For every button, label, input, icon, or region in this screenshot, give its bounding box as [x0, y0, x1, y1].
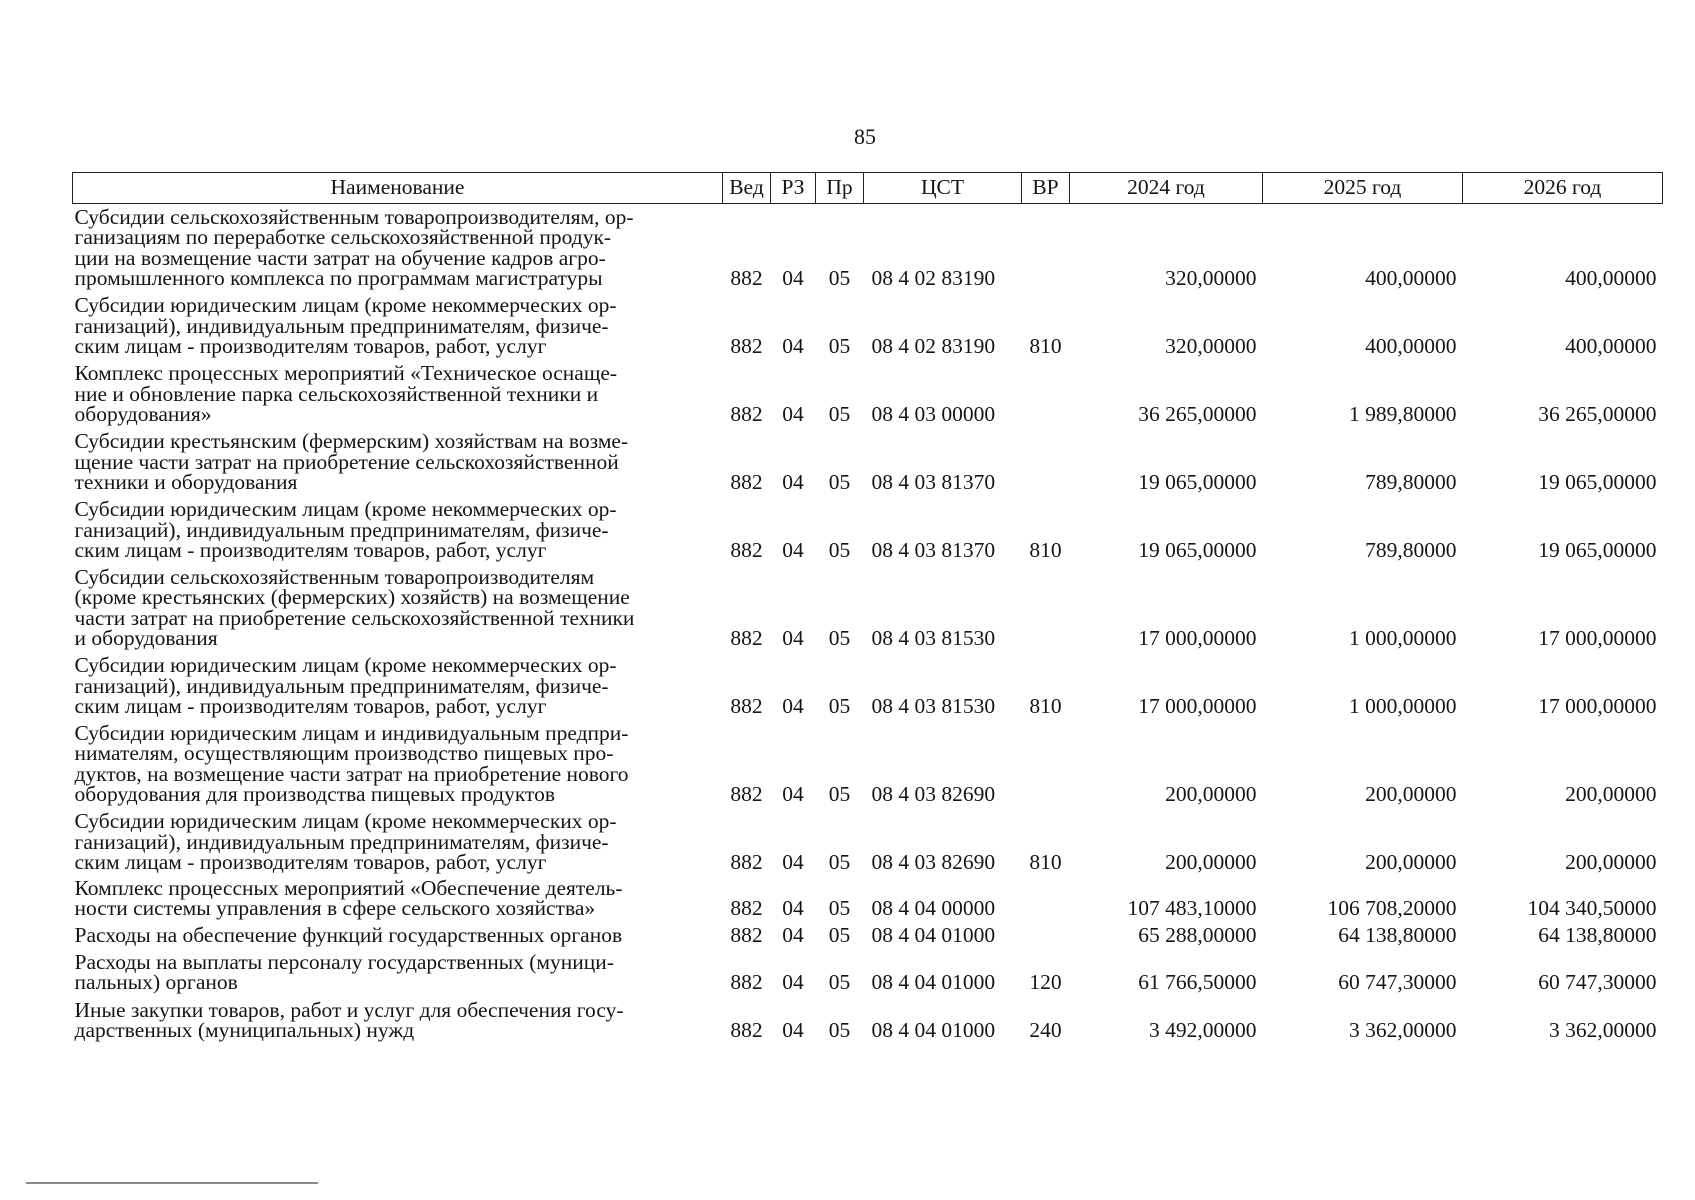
row-amount-2024: 200,00000 — [1165, 781, 1257, 806]
row-vr — [1022, 562, 1070, 650]
row-vr — [1022, 204, 1070, 290]
row-amount-2026: 3 362,00000 — [1549, 1017, 1657, 1042]
row-pr: 05 — [828, 922, 851, 947]
row-amount-2025: 106 708,20000 — [1327, 895, 1457, 920]
row-amount-2024: 65 288,00000 — [1138, 922, 1257, 947]
row-name-line: ским лицам - производителям товаров, работ, услуг — [74, 334, 547, 359]
row-cst: 08 4 03 81530 — [871, 625, 996, 650]
row-name — [73, 947, 723, 994]
row-amount-2024: 107 483,10000 — [1127, 895, 1257, 920]
row-amount-2026: 17 000,00000 — [1538, 625, 1657, 650]
row-rz: 04 — [782, 401, 804, 426]
row-cst: 08 4 02 83190 — [871, 333, 996, 358]
row-vr — [1022, 358, 1070, 426]
row-name — [73, 290, 723, 358]
row-cst: 08 4 04 01000 — [871, 969, 996, 994]
row-vr — [1022, 718, 1070, 806]
row-name-line: Субсидии юридическим лицам (кроме некоммерческих ор- — [74, 293, 617, 318]
row-name-line: ции на возмещение части затрат на обучение кадров агро- — [74, 245, 606, 270]
row-amount-2026: 400,00000 — [1565, 265, 1657, 290]
row-ved: 882 — [730, 333, 763, 358]
row-amount-2025: 1 000,00000 — [1349, 693, 1457, 718]
table-row — [73, 358, 1663, 426]
row-pr: 05 — [828, 333, 851, 358]
row-ved: 882 — [730, 1017, 763, 1042]
row-amount-2025: 789,80000 — [1365, 537, 1457, 562]
row-amount-2026: 64 138,80000 — [1538, 922, 1657, 947]
row-amount-2026: 19 065,00000 — [1538, 537, 1657, 562]
row-name-line: ганизаций), индивидуальным предпринимателям, физиче- — [74, 313, 609, 338]
row-rz: 04 — [782, 849, 804, 874]
row-amount-2025: 3 362,00000 — [1349, 1017, 1457, 1042]
row-pr: 05 — [828, 1017, 851, 1042]
row-rz: 04 — [782, 469, 804, 494]
row-name-line: оборудования» — [74, 402, 212, 427]
row-name — [73, 650, 723, 718]
row-name-line: оборудования для производства пищевых продуктов — [74, 782, 555, 807]
page-number: 85 — [854, 124, 876, 149]
row-pr: 05 — [828, 781, 851, 806]
budget-table — [72, 172, 1663, 1042]
row-name-line: Расходы на обеспечение функций государственных органов — [74, 923, 623, 948]
table-row — [73, 718, 1663, 806]
row-rz: 04 — [782, 265, 804, 290]
row-pr: 05 — [828, 469, 851, 494]
row-amount-2024: 17 000,00000 — [1138, 693, 1257, 718]
row-pr: 05 — [828, 401, 851, 426]
row-amount-2024: 19 065,00000 — [1138, 469, 1257, 494]
row-cst: 08 4 03 81370 — [871, 537, 996, 562]
row-name — [73, 204, 723, 290]
row-name-line: ние и обновление парка сельскохозяйственной техники и — [74, 381, 599, 406]
header-rz: РЗ — [771, 173, 816, 204]
row-ved: 882 — [730, 849, 763, 874]
row-amount-2026: 200,00000 — [1565, 849, 1657, 874]
row-pr: 05 — [828, 625, 851, 650]
row-cst: 08 4 03 82690 — [871, 781, 996, 806]
row-amount-2025: 1 000,00000 — [1349, 625, 1457, 650]
row-cst: 08 4 04 00000 — [871, 895, 996, 920]
row-rz: 04 — [782, 895, 804, 920]
header-ved: Вед — [723, 173, 771, 204]
row-amount-2025: 400,00000 — [1365, 333, 1457, 358]
row-name-line: щение части затрат на приобретение сельскохозяйственной — [74, 449, 619, 474]
row-pr: 05 — [828, 693, 851, 718]
row-name — [73, 806, 723, 874]
row-amount-2025: 64 138,80000 — [1338, 922, 1457, 947]
row-cst: 08 4 02 83190 — [871, 265, 996, 290]
row-rz: 04 — [782, 969, 804, 994]
row-ved: 882 — [730, 969, 763, 994]
row-ved: 882 — [730, 895, 763, 920]
row-name-line: ганизаций), индивидуальным предпринимателям, физиче- — [74, 673, 609, 698]
header-vr: ВР — [1022, 173, 1070, 204]
row-name-line: ским лицам - производителям товаров, работ, услуг — [74, 538, 547, 563]
row-amount-2024: 3 492,00000 — [1149, 1017, 1257, 1042]
row-name-line: Субсидии юридическим лицам (кроме некоммерческих ор- — [74, 653, 617, 678]
row-rz: 04 — [782, 537, 804, 562]
row-ved: 882 — [730, 537, 763, 562]
row-name-line: ским лицам - производителям товаров, работ, услуг — [74, 694, 547, 719]
table-row — [73, 426, 1663, 494]
row-amount-2026: 104 340,50000 — [1527, 895, 1657, 920]
row-name-line: ности системы управления в сфере сельского хозяйства» — [74, 896, 596, 921]
row-amount-2024: 320,00000 — [1165, 333, 1257, 358]
row-name — [73, 562, 723, 650]
row-rz: 04 — [782, 625, 804, 650]
row-amount-2025: 1 989,80000 — [1349, 401, 1457, 426]
row-cst: 08 4 04 01000 — [871, 1017, 996, 1042]
row-amount-2026: 36 265,00000 — [1538, 401, 1657, 426]
row-amount-2024: 320,00000 — [1165, 265, 1257, 290]
row-rz: 04 — [782, 1017, 804, 1042]
table-row — [73, 806, 1663, 874]
row-rz: 04 — [782, 781, 804, 806]
row-name-line: дуктов, на возмещение части затрат на приобретение нового — [74, 761, 629, 786]
row-amount-2026: 60 747,30000 — [1538, 969, 1657, 994]
row-vr: 240 — [1029, 1017, 1062, 1042]
row-vr: 810 — [1029, 333, 1062, 358]
row-rz: 04 — [782, 333, 804, 358]
row-name-line: Субсидии крестьянским (фермерским) хозяйствам на возме- — [74, 429, 629, 454]
row-name-line: ганизациям по переработке сельскохозяйственной продук- — [74, 225, 612, 250]
row-name-line: части затрат на приобретение сельскохозяйственной техники — [74, 605, 635, 630]
row-name-line: техники и оборудования — [74, 470, 298, 495]
table-row — [73, 562, 1663, 650]
row-name-line: Субсидии сельскохозяйственным товаропроизводителям — [74, 564, 595, 589]
row-name — [73, 426, 723, 494]
row-rz: 04 — [782, 922, 804, 947]
row-pr: 05 — [828, 895, 851, 920]
row-amount-2025: 400,00000 — [1365, 265, 1457, 290]
row-pr: 05 — [828, 969, 851, 994]
header-name: Наименование — [73, 173, 723, 204]
table-row — [73, 650, 1663, 718]
table-row — [73, 920, 1663, 947]
row-name-line: промышленного комплекса по программам магистратуры — [74, 266, 603, 291]
row-name-line: Субсидии юридическим лицам и индивидуальным предпри- — [74, 720, 629, 745]
row-name-line: дарственных (муниципальных) нужд — [74, 1018, 415, 1043]
row-amount-2026: 400,00000 — [1565, 333, 1657, 358]
table-row — [73, 874, 1663, 920]
row-pr: 05 — [828, 265, 851, 290]
row-name-line: пальных) органов — [74, 970, 238, 995]
table-row — [73, 290, 1663, 358]
header-pr: Пр — [816, 173, 864, 204]
table-row — [73, 994, 1663, 1042]
row-name-line: и оборудования — [74, 626, 218, 651]
row-rz: 04 — [782, 693, 804, 718]
row-amount-2024: 19 065,00000 — [1138, 537, 1257, 562]
row-name-line: ским лицам - производителям товаров, работ, услуг — [74, 850, 547, 875]
row-name — [73, 920, 723, 947]
row-amount-2024: 17 000,00000 — [1138, 625, 1257, 650]
row-amount-2024: 200,00000 — [1165, 849, 1257, 874]
header-cst: ЦСТ — [864, 173, 1022, 204]
header-2025: 2025 год — [1263, 173, 1463, 204]
row-vr: 810 — [1029, 537, 1062, 562]
row-name-line: Субсидии юридическим лицам (кроме некоммерческих ор- — [74, 497, 617, 522]
row-ved: 882 — [730, 265, 763, 290]
row-vr: 120 — [1029, 969, 1062, 994]
row-cst: 08 4 03 00000 — [871, 401, 996, 426]
row-name-line: Иные закупки товаров, работ и услуг для обеспечения госу- — [74, 997, 624, 1022]
row-name — [73, 718, 723, 806]
row-ved: 882 — [730, 469, 763, 494]
row-pr: 05 — [828, 849, 851, 874]
row-ved: 882 — [730, 693, 763, 718]
row-name — [73, 358, 723, 426]
table-row — [73, 494, 1663, 562]
row-name-line: ганизаций), индивидуальным предпринимателям, физиче- — [74, 517, 609, 542]
table-body — [73, 204, 1663, 1042]
row-name-line: Субсидии юридическим лицам (кроме некоммерческих ор- — [74, 809, 617, 834]
row-vr: 810 — [1029, 693, 1062, 718]
row-name-line: нимателям, осуществляющим производство пищевых про- — [74, 741, 614, 766]
row-name-line: Комплекс процессных мероприятий «Техническое оснаще- — [74, 361, 618, 386]
row-amount-2025: 200,00000 — [1365, 849, 1457, 874]
row-name-line: Комплекс процессных мероприятий «Обеспечение деятель- — [74, 875, 623, 900]
bottom-rule — [26, 1182, 318, 1184]
row-cst: 08 4 03 82690 — [871, 849, 996, 874]
row-ved: 882 — [730, 922, 763, 947]
table-row — [73, 204, 1663, 290]
row-name — [73, 994, 723, 1042]
header-2026: 2026 год — [1463, 173, 1663, 204]
row-name-line: Расходы на выплаты персоналу государственных (муници- — [74, 949, 614, 974]
row-vr — [1022, 920, 1070, 947]
row-vr — [1022, 874, 1070, 920]
row-name — [73, 494, 723, 562]
row-amount-2026: 200,00000 — [1565, 781, 1657, 806]
row-cst: 08 4 03 81370 — [871, 469, 996, 494]
row-ved: 882 — [730, 401, 763, 426]
row-name-line: ганизаций), индивидуальным предпринимателям, физиче- — [74, 829, 609, 854]
table-header-row — [73, 173, 1663, 204]
row-ved: 882 — [730, 625, 763, 650]
row-amount-2024: 61 766,50000 — [1138, 969, 1257, 994]
row-name-line: Субсидии сельскохозяйственным товаропроизводителям, ор- — [74, 204, 634, 229]
row-vr — [1022, 426, 1070, 494]
row-amount-2026: 19 065,00000 — [1538, 469, 1657, 494]
row-cst: 08 4 04 01000 — [871, 922, 996, 947]
row-ved: 882 — [730, 781, 763, 806]
row-amount-2026: 17 000,00000 — [1538, 693, 1657, 718]
row-amount-2025: 789,80000 — [1365, 469, 1457, 494]
row-amount-2025: 60 747,30000 — [1338, 969, 1457, 994]
row-pr: 05 — [828, 537, 851, 562]
header-2024: 2024 год — [1070, 173, 1263, 204]
table-row — [73, 947, 1663, 994]
row-amount-2024: 36 265,00000 — [1138, 401, 1257, 426]
row-cst: 08 4 03 81530 — [871, 693, 996, 718]
row-amount-2025: 200,00000 — [1365, 781, 1457, 806]
row-name-line: (кроме крестьянских (фермерских) хозяйств) на возмещение — [74, 585, 630, 610]
row-vr: 810 — [1029, 849, 1062, 874]
row-name — [73, 874, 723, 920]
